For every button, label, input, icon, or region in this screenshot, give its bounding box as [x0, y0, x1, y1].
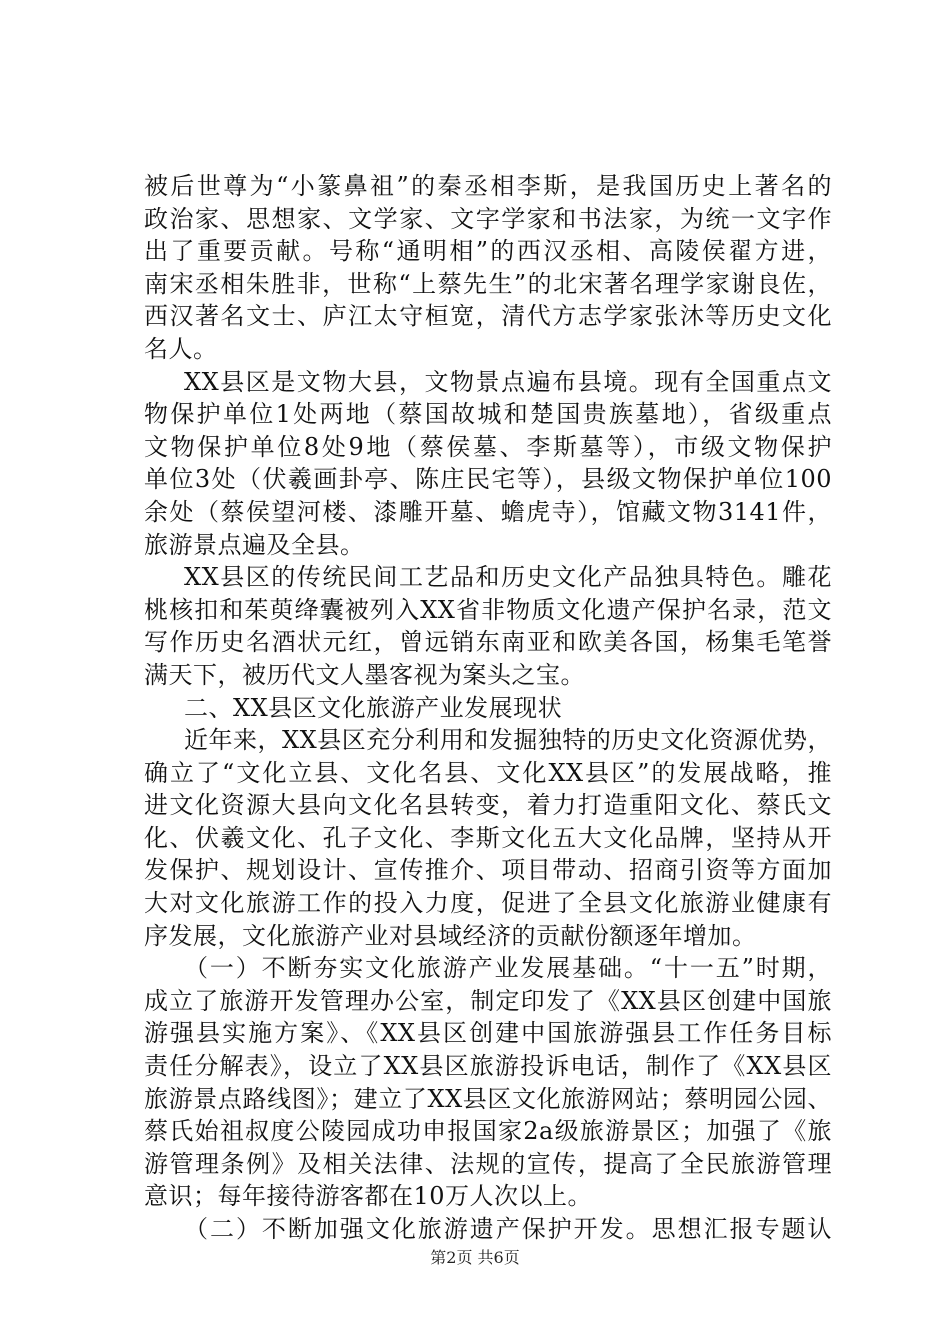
text-line: 余处（蔡侯望河楼、漆雕开墓、蟾虎寺），馆藏文物3141件， [144, 497, 832, 526]
text-line: 被后世尊为“小篆鼻祖”的秦丞相李斯，是我国历史上著名的 [144, 172, 832, 200]
text-line: 旅游景点遍及全县。 [144, 530, 365, 559]
text-line: 出了重要贡献。号称“通明相”的西汉丞相、高陵侯翟方进， [144, 237, 832, 266]
text-line: 近年来，XX县区充分利用和发掘独特的历史文化资源优势， [184, 726, 832, 755]
text-line: 旅游景点路线图》；建立了XX县区文化旅游网站；蔡明园公园、 [144, 1084, 832, 1113]
text-line: 桃核扣和茱萸绛囊被列入XX省非物质文化遗产保护名录，范文 [144, 595, 832, 624]
text-line: 进文化资源大县向文化名县转变，着力打造重阳文化、蔡氏文 [144, 791, 832, 820]
text-line: （二）不断加强文化旅游遗产保护开发。思想汇报专题认 [184, 1215, 832, 1243]
text-line: 蔡氏始祖叔度公陵园成功申报国家2a级旅游景区；加强了《旅 [144, 1117, 832, 1146]
text-line: XX县区的传统民间工艺品和历史文化产品独具特色。雕花 [184, 563, 832, 592]
text-line: 发保护、规划设计、宣传推介、项目带动、招商引资等方面加 [144, 856, 832, 885]
page-number-footer: 第2页 共6页 [430, 1248, 520, 1267]
text-line: 大对文化旅游工作的投入力度，促进了全县文化旅游业健康有 [144, 889, 832, 918]
section-heading: 二、XX县区文化旅游产业发展现状 [184, 693, 563, 722]
text-line: 游管理条例》及相关法律、法规的宣传，提高了全民旅游管理 [144, 1149, 832, 1178]
text-line: 满天下，被历代文人墨客视为案头之宝。 [144, 660, 585, 689]
text-line: 游强县实施方案》、《XX县区创建中国旅游强县工作任务目标 [144, 1019, 832, 1048]
text-line: 物保护单位1处两地（蔡国故城和楚国贵族墓地），省级重点 [144, 400, 832, 429]
text-line: 政治家、思想家、文学家、文字学家和书法家，为统一文字作 [144, 204, 832, 233]
text-line: 名人。 [144, 334, 218, 363]
text-line: 确立了“文化立县、文化名县、文化XX县区”的发展战略，推 [144, 758, 832, 787]
text-line: 责任分解表》，设立了XX县区旅游投诉电话，制作了《XX县区 [144, 1052, 832, 1081]
text-line: 写作历史名酒状元红，曾远销东南亚和欧美各国，杨集毛笔誉 [144, 628, 832, 657]
text-line: XX县区是文物大县，文物景点遍布县境。现有全国重点文 [184, 367, 832, 396]
text-line: 意识；每年接待游客都在10万人次以上。 [144, 1182, 593, 1211]
text-line: 南宋丞相朱胜非，世称“上蔡先生”的北宋著名理学家谢良佐， [144, 269, 832, 298]
document-body [144, 170, 832, 1246]
text-line: 序发展，文化旅游产业对县域经济的贡献份额逐年增加。 [144, 921, 757, 950]
text-line: 单位3处（伏羲画卦亭、陈庄民宅等），县级文物保护单位100 [144, 465, 832, 494]
text-line: 西汉著名文士、庐江太守桓宽，清代方志学家张沐等历史文化 [144, 302, 832, 331]
text-line: 化、伏羲文化、孔子文化、李斯文化五大文化品牌，坚持从开 [144, 823, 832, 852]
text-line: 成立了旅游开发管理办公室，制定印发了《XX县区创建中国旅 [144, 986, 832, 1015]
text-line: （一）不断夯实文化旅游产业发展基础。“十一五”时期， [184, 954, 832, 983]
text-line: 文物保护单位8处9地（蔡侯墓、李斯墓等），市级文物保护 [144, 432, 832, 461]
